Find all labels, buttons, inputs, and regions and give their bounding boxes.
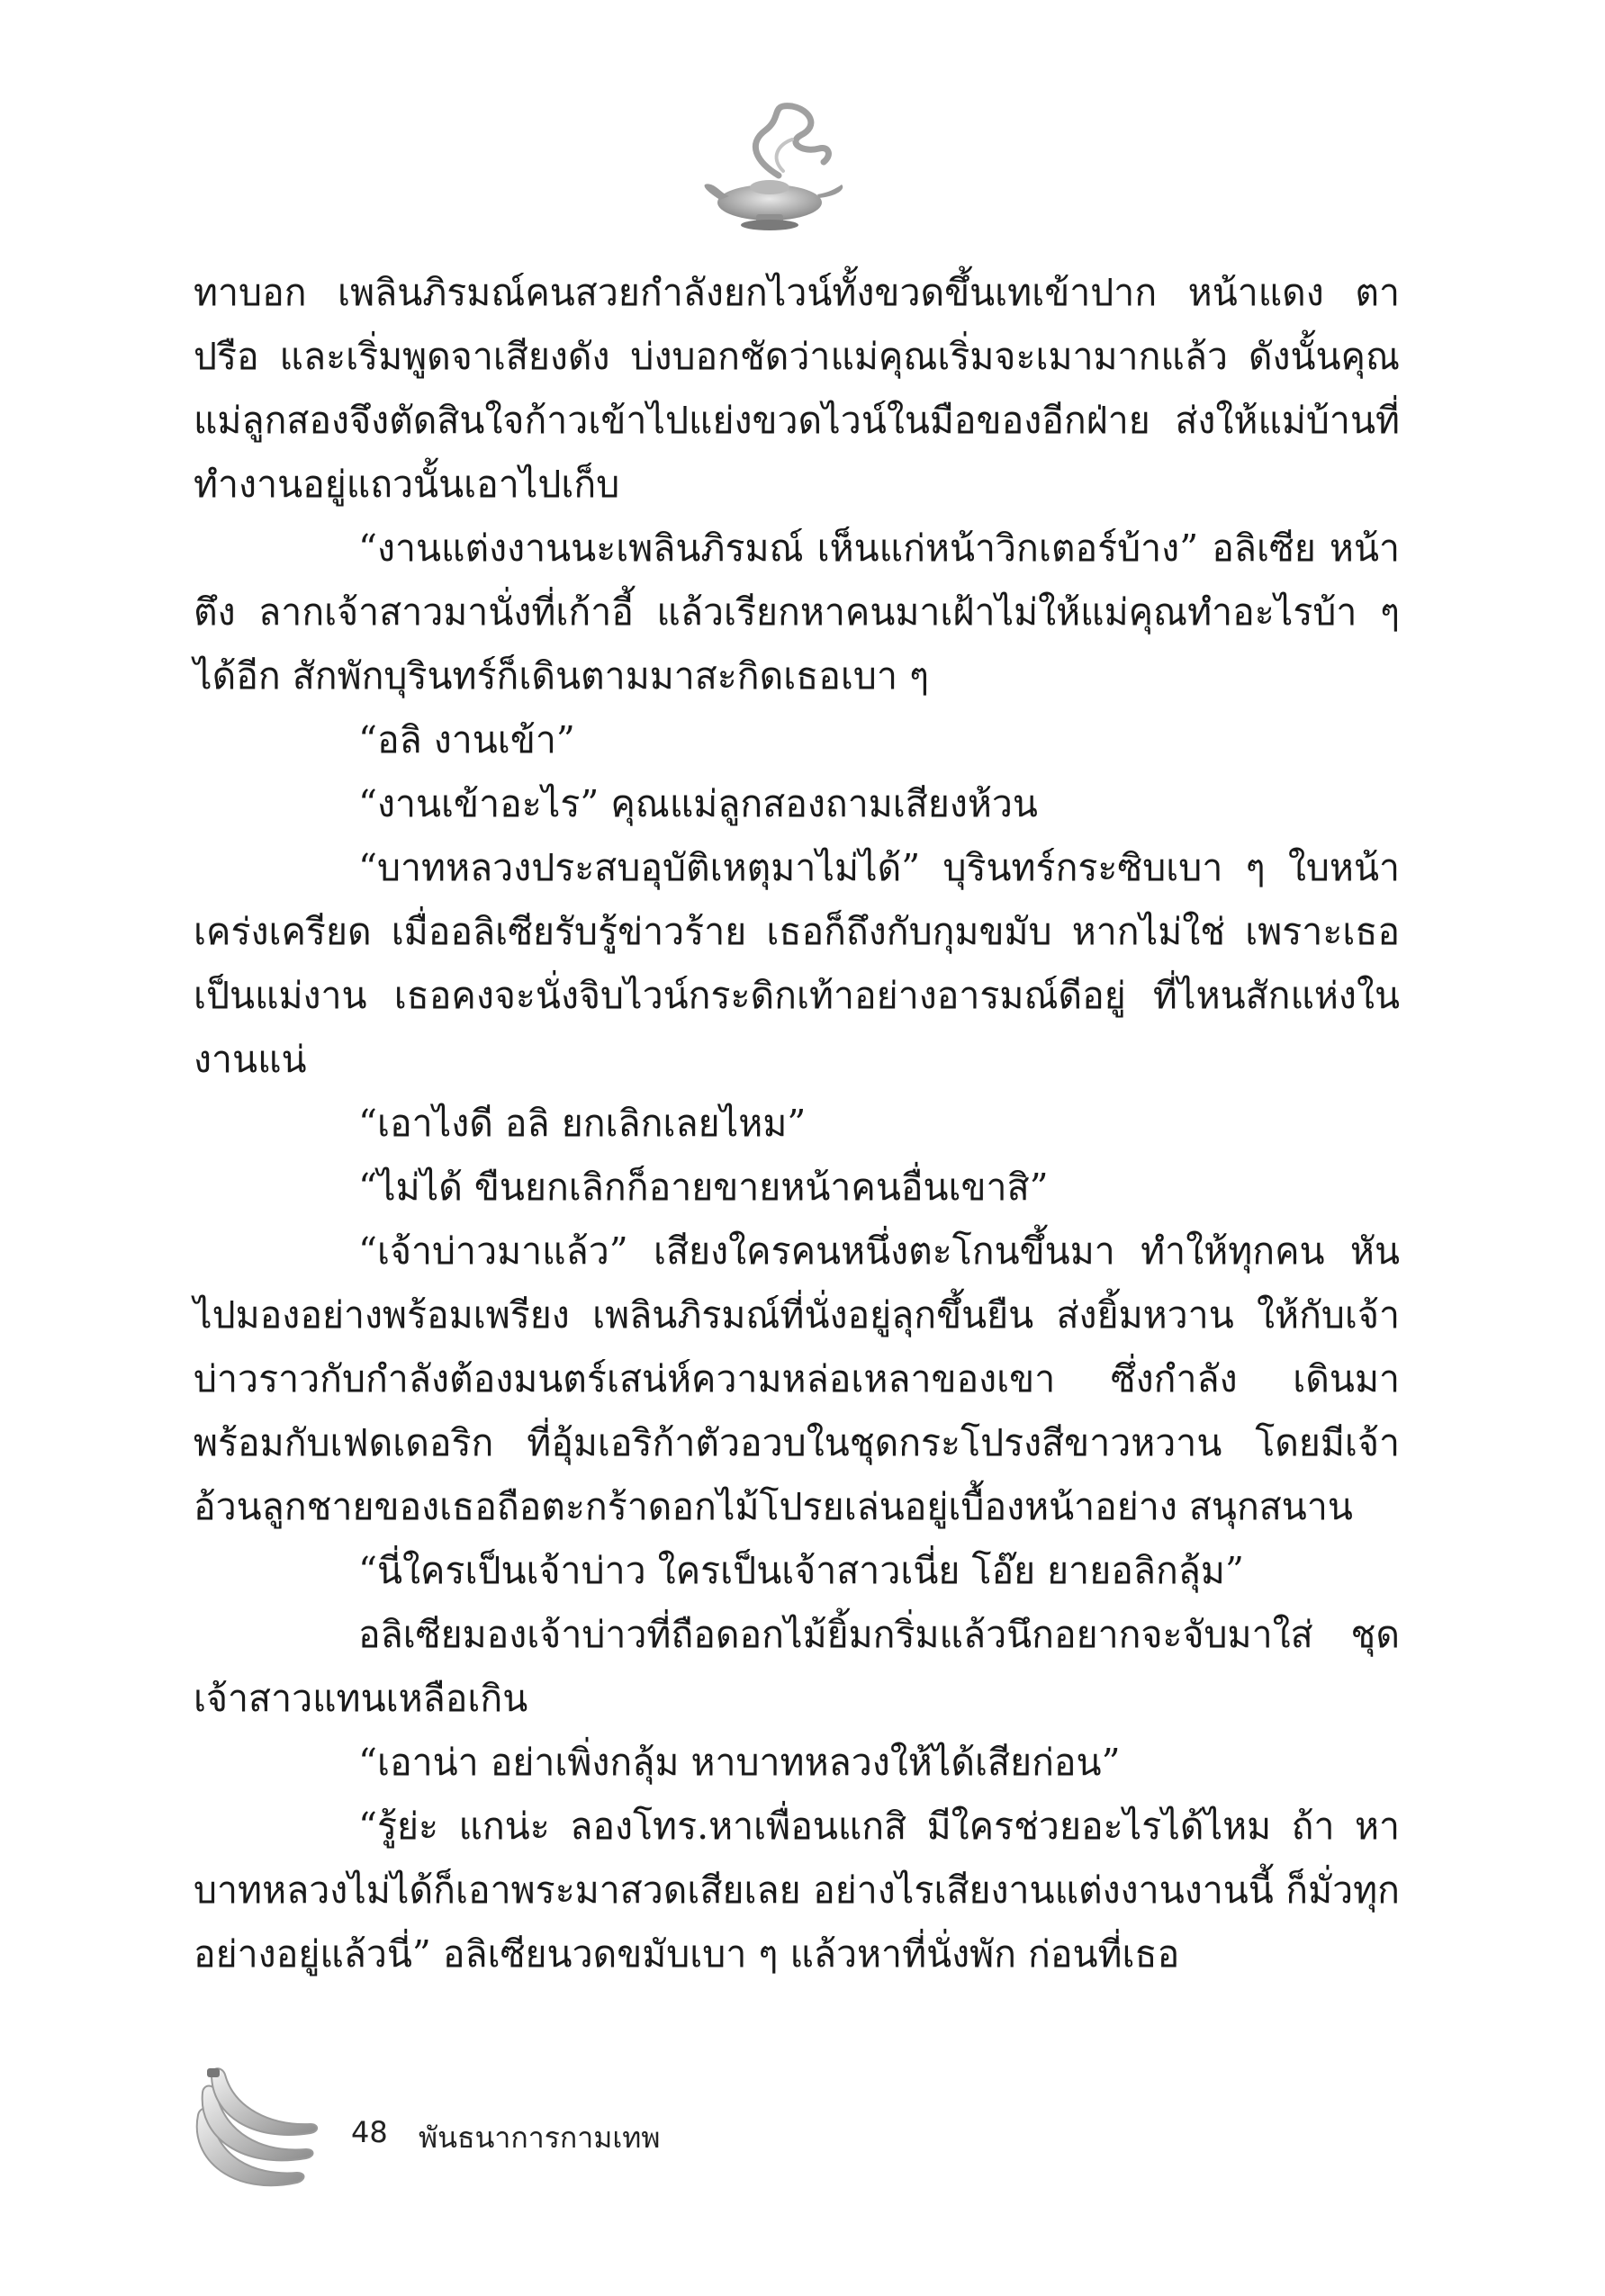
paragraph: “งานแต่งงานนะเพลินภิรมณ์ เห็นแก่หน้าวิกเตอร์บ้าง” อลิเซีย หน้าตึง ลากเจ้าสาวมานั่งที่เก้าอี้ แล้วเรียกหาคนมาเฝ้าไม่ให้แม่คุณทำอะไรบ้า ๆ ได้อีก สักพักบุรินทร์ก็เดินตามมาสะกิดเธอเบา ๆ bbox=[194, 527, 1400, 698]
paragraph: ทาบอก เพลินภิรมณ์คนสวยกำลังยกไวน์ทั้งขวดขึ้นเทเข้าปาก หน้าแดง ตาปรือ และเริ่มพูดจาเสียงดัง บ่งบอกชัดว่าแม่คุณเริ่มจะเมามากแล้ว ดังนั้นคุณแม่ลูกสองจึงตัดสินใจก้าวเข้าไปแย่งขวดไวน์ในมือของอีกฝ่าย ส่งให้แม่บ้านที่ทำงานอยู่แถวนั้นเอาไปเก็บ bbox=[194, 271, 1400, 506]
paragraph: “เอาน่า อย่าเพิ่งกลุ้ม หาบาทหลวงให้ได้เสียก่อน” bbox=[358, 1741, 1121, 1784]
body-text bbox=[194, 261, 1400, 1986]
paragraph: “เจ้าบ่าวมาแล้ว” เสียงใครคนหนึ่งตะโกนขึ้นมา ทำให้ทุกคน หันไปมองอย่างพร้อมเพรียง เพลินภิรมณ์ที่นั่งอยู่ลุกขึ้นยืน ส่งยิ้มหวาน ให้กับเจ้าบ่าวราวกับกำลังต้องมนตร์เสน่ห์ความหล่อเหลาของเขา ซึ่งกำลัง เดินมาพร้อมกับเฟดเดอริก ที่อุ้มเอริก้าตัวอวบในชุดกระโปรงสีขาวหวาน โดยมีเจ้าอ้วนลูกชายของเธอถือตะกร้าดอกไม้โปรยเล่นอยู่เบื้องหน้าอย่าง สนุกสนาน bbox=[194, 1229, 1400, 1528]
paragraph: “ไม่ได้ ขืนยกเลิกก็อายขายหน้าคนอื่นเขาสิ” bbox=[358, 1166, 1049, 1209]
paragraph: “นี่ใครเป็นเจ้าบ่าว ใครเป็นเจ้าสาวเนี่ย โอ๊ย ยายอลิกลุ้ม” bbox=[358, 1549, 1244, 1592]
lamp-genie-icon bbox=[693, 99, 855, 234]
paragraph: “เอาไงดี อลิ ยกเลิกเลยไหม” bbox=[358, 1102, 807, 1145]
paragraph: อลิเซียมองเจ้าบ่าวที่ถือดอกไม้ยิ้มกริ่มแล้วนึกอยากจะจับมาใส่ ชุดเจ้าสาวแทนเหลือเกิน bbox=[194, 1613, 1400, 1720]
book-title: พันธนาการกามเทพ bbox=[419, 2120, 661, 2155]
paragraph: “รู้ย่ะ แกน่ะ ลองโทร.หาเพื่อนแกสิ มีใครช่วยอะไรได้ไหม ถ้า หาบาทหลวงไม่ได้ก็เอาพระมาสวดเสียเลย อย่างไรเสียงานแต่งงานงานนี้ ก็มั่วทุกอย่างอยู่แล้วนี่” อลิเซียนวดขมับเบา ๆ แล้วหาที่นั่งพัก ก่อนที่เธอ bbox=[194, 1805, 1400, 1976]
paragraph: “งานเข้าอะไร” คุณแม่ลูกสองถามเสียงห้วน bbox=[358, 782, 1038, 825]
page-number: 48 bbox=[351, 2115, 388, 2149]
paragraph: “บาทหลวงประสบอุบัติเหตุมาไม่ได้” บุรินทร์กระซิบเบา ๆ ใบหน้าเคร่งเครียด เมื่ออลิเซียรับรู้ข่าวร้าย เธอก็ถึงกับกุมขมับ หากไม่ใช่ เพราะเธอเป็นแม่งาน เธอคงจะนั่งจิบไวน์กระดิกเท้าอย่างอารมณ์ดีอยู่ ที่ไหนสักแห่งในงานแน่ bbox=[194, 846, 1400, 1081]
banana-icon bbox=[180, 2061, 324, 2205]
paragraph: “อลิ งานเข้า” bbox=[358, 718, 575, 761]
page-footer bbox=[180, 2061, 810, 2205]
